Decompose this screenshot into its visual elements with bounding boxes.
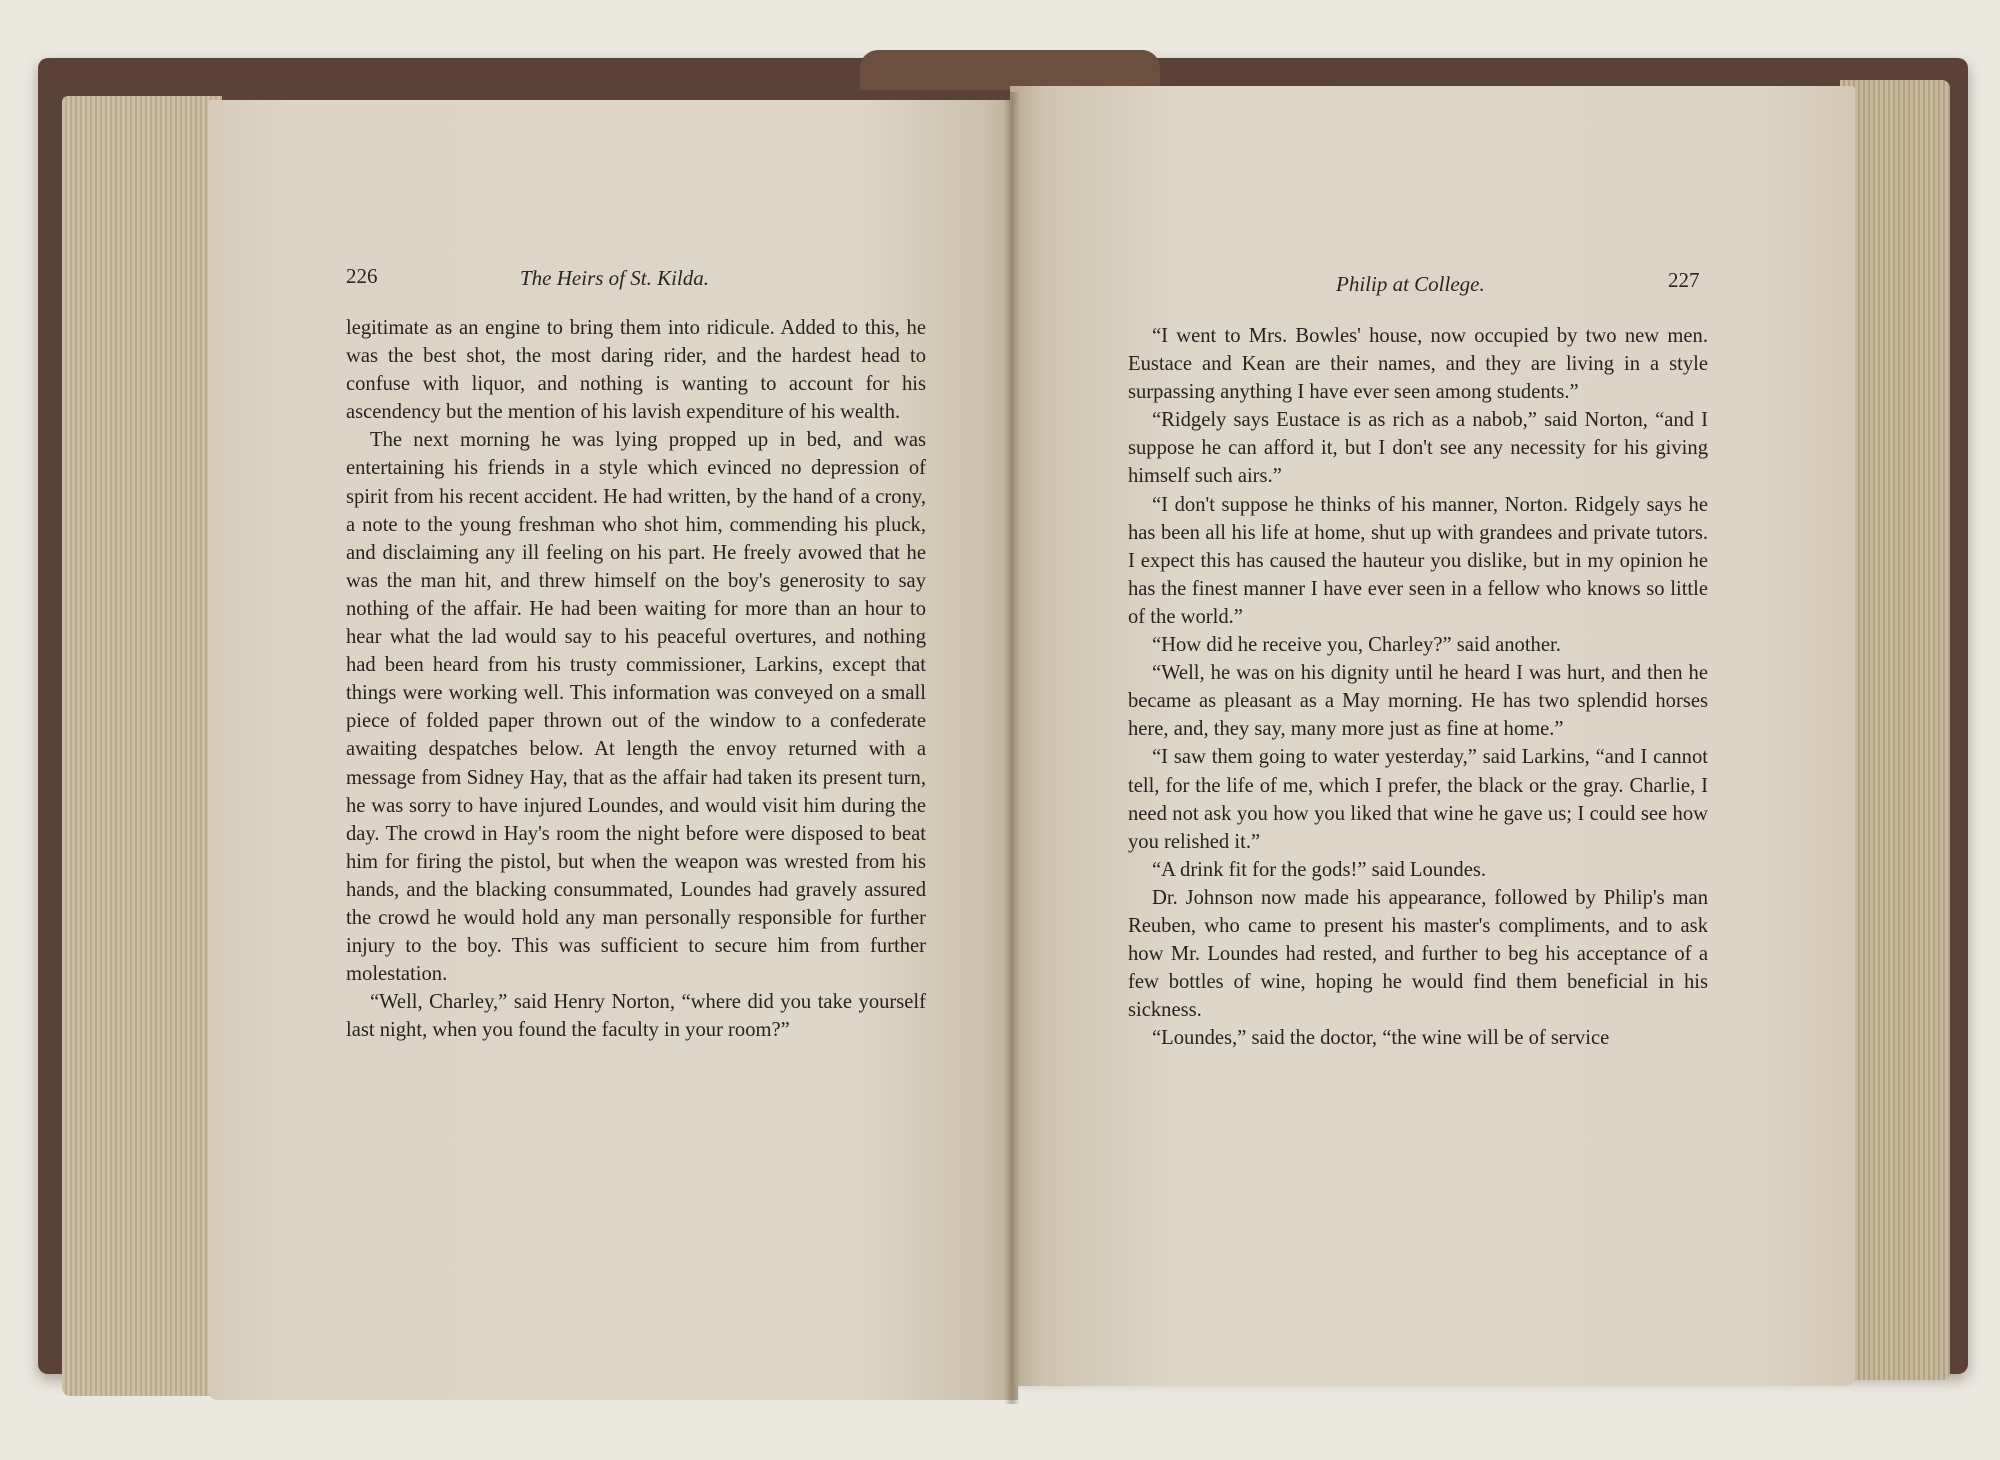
right-paragraph-1: “I went to Mrs. Bowles' house, now occupied by two new men. Eustace and Kean are their names, and they are living in a style surpassing anything I have ever seen among students.” [1128,325,1708,404]
right-paragraph-7: “A drink fit for the gods!” said Loundes. [1152,858,1487,881]
left-page-body [346,314,926,1044]
left-page-edges [62,96,222,1396]
left-paragraph-3: “Well, Charley,” said Henry Norton, “where did you take yourself last night, when you found the faculty in your room?” [346,991,926,1042]
left-paragraph-2: The next morning he was lying propped up in bed, and was entertaining his friends in a style which evinced no depression of spirit from his recent accident. He had written, by the hand of a crony, a note to the young freshman who shot him, commending his pluck, and disclaiming any ill feeling on his part. He freely avowed that he was the man hit, and threw himself on the boy's generosity to say nothing of the affair. He had been waiting for more than an hour to hear what the lad would say to his peaceful overtures, and nothing had been heard from his trusty commissioner, Larkins, except that things were working well. This information was conveyed on a small piece of folded paper thrown out of the window to a confederate awaiting despatches below. At length the envoy returned with a message from Sidney Hay, that as the affair had taken its present turn, he was sorry to have injured Loundes, and would visit him during the day. The crowd in Hay's room the night before were disposed to beat him for firing the pistol, but when the weapon was wrested from his hands, and the blacking consummated, Loundes had gravely assured the crowd he would hold any man personally responsible for further injury to the boy. This was sufficient to secure him from further molestation. [346,429,926,986]
right-page-body [1128,322,1708,1052]
right-paragraph-8: Dr. Johnson now made his appearance, followed by Philip's man Reuben, who came to present his master's compliments, and to ask how Mr. Loundes had rested, and further to beg his acceptance of a few bottles of wine, hoping he would find them beneficial in his sickness. [1128,886,1708,1022]
right-running-head: Philip at College. [1336,272,1485,296]
right-paragraph-4: “How did he receive you, Charley?” said another. [1152,634,1561,657]
left-running-head: The Heirs of St. Kilda. [520,266,710,290]
right-paragraph-2: “Ridgely says Eustace is as rich as a nabob,” said Norton, “and I suppose he can afford it, but I don't see any necessity for his giving himself such airs.” [1128,409,1708,488]
right-paragraph-5: “Well, he was on his dignity until he heard I was hurt, and then he became as pleasant as a May morning. He has two splendid horses here, and, they say, many more just as fine at home.” [1128,662,1708,741]
right-paragraph-6: “I saw them going to water yesterday,” said Larkins, “and I cannot tell, for the life of me, which I prefer, the black or the gray. Charlie, I need not ask you how you liked that wine he gave us; I could see how you relished it.” [1128,746,1708,853]
right-page-number: 227 [1668,268,1700,292]
left-page-number: 226 [346,264,378,288]
right-paragraph-3: “I don't suppose he thinks of his manner, Norton. Ridgely says he has been all his life at home, shut up with grandees and private tutors. I expect this has caused the hauteur you dislike, but in my opinion he has the finest manner I have ever seen in a fellow who knows so little of the world.” [1128,493,1708,628]
right-paragraph-9: “Loundes,” said the doctor, “the wine will be of service [1152,1027,1610,1050]
book-gutter [1004,92,1020,1404]
left-paragraph-1: legitimate as an engine to bring them into ridicule. Added to this, he was the best shot, the most daring rider, and the hardest head to confuse with liquor, and nothing is wanting to account for his ascendency but the mention of his lavish expenditure of his wealth. [346,317,926,424]
right-page-edges [1840,80,1950,1380]
book-spine [860,50,1160,90]
